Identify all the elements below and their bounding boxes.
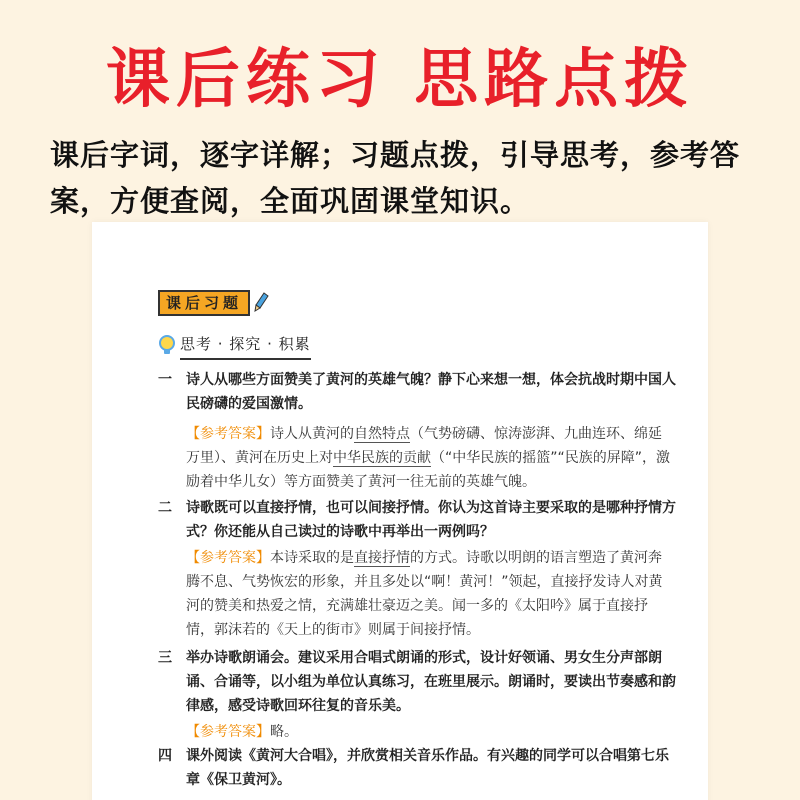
- answer-text: 诗人从黄河的: [270, 426, 354, 442]
- answer-text: 的方式。诗歌以明朗的语言塑造了黄河奔腾不息、气势恢宏的形象，并且多处以“啊！黄河！”领起，直接抒发诗人对黄河的赞美和热爱之情，充满雄壮豪迈之美。闻一多的《太阳吟》属于直接抒情，郭沫若的《天上的街市》则属于间接抒情。: [186, 550, 663, 638]
- answer-tag: 【参考答案】: [186, 426, 270, 442]
- page-subtitle: 课后字词，逐字详解；习题点拨，引导思考，参考答案，方便查阅，全面巩固课堂知识。: [50, 138, 741, 218]
- answer-block-3: [186, 720, 670, 744]
- textbook-page: [92, 222, 708, 800]
- pencil-icon: [254, 292, 270, 312]
- lightbulb-icon: [156, 334, 178, 356]
- exercise-item-3: [158, 646, 678, 718]
- answer-keyword: 中华民族的贡献: [333, 450, 431, 466]
- subsection-title: 思考 · 探究 · 积累: [180, 332, 311, 360]
- answer-text: 略。: [270, 724, 298, 740]
- item-number: 三: [158, 650, 172, 666]
- question-text: 诗歌既可以直接抒情，也可以间接抒情。你认为这首诗主要采取的是哪种抒情方式？你还能从自己读过的诗歌中再举出一两例吗？: [186, 500, 676, 540]
- item-number: 二: [158, 500, 172, 516]
- answer-text: （“中华民族的摇篮”“民族的屏障”，激励着中华儿女）等方面赞美了黄河一往无前的英雄气魄。: [186, 450, 671, 490]
- exercise-item-1: [158, 368, 678, 416]
- question-text: 诗人从哪些方面赞美了黄河的英雄气魄？静下心来想一想，体会抗战时期中国人民磅礴的爱国激情。: [186, 372, 676, 412]
- answer-text: 本诗采取的是: [270, 550, 354, 566]
- answer-tag: 【参考答案】: [186, 724, 270, 740]
- section-badge: 课后习题: [158, 290, 250, 316]
- answer-keyword: 自然特点: [354, 426, 410, 442]
- answer-block-1: [186, 422, 670, 494]
- exercise-item-2: [158, 496, 678, 544]
- page-title: 课后练习 思路点拨: [105, 43, 695, 117]
- exercise-item-4: [158, 744, 678, 792]
- question-text: 课外阅读《黄河大合唱》，并欣赏相关音乐作品。有兴趣的同学可以合唱第七乐章《保卫黄河》。: [186, 748, 669, 788]
- item-number: 一: [158, 372, 172, 388]
- answer-tag: 【参考答案】: [186, 550, 270, 566]
- answer-text: （气势磅礴、惊涛澎湃、九曲连环、绵延万里）、黄河在历史上对: [186, 426, 662, 466]
- answer-keyword: 直接抒情: [354, 550, 410, 566]
- answer-block-2: [186, 546, 670, 642]
- item-number: 四: [158, 748, 172, 764]
- question-text: 举办诗歌朗诵会。建议采用合唱式朗诵的形式，设计好领诵、男女生分声部朗诵、合诵等，以小组为单位认真练习，在班里展示。朗诵时，要读出节奏感和韵律感，感受诗歌回环往复的音乐美。: [186, 650, 676, 714]
